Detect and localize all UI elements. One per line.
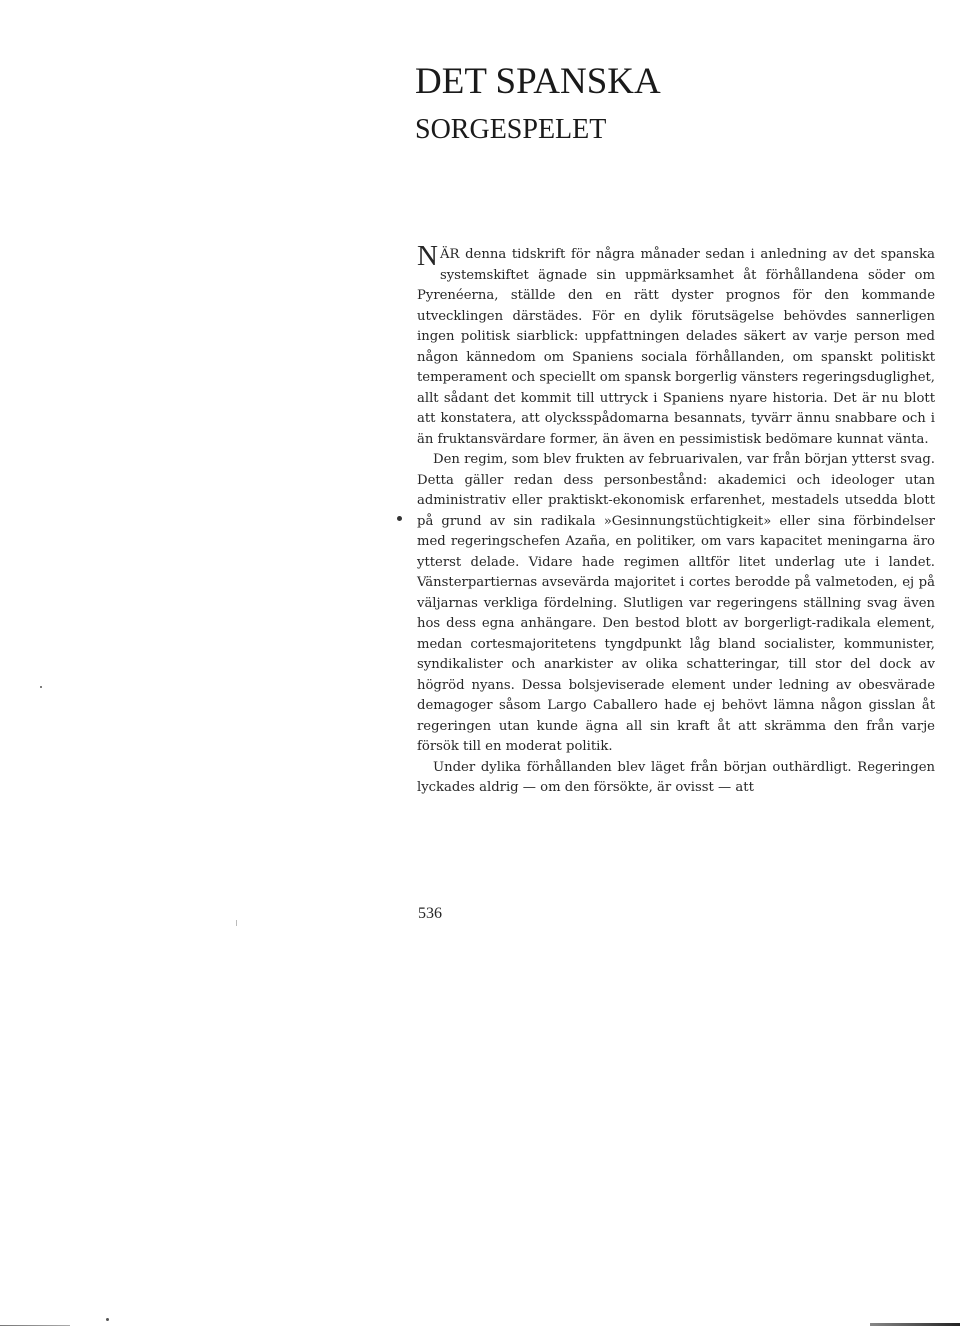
article-title-line-2: SORGESPELET	[415, 114, 607, 145]
article-body	[417, 240, 935, 799]
article-title-line-1: DET SPANSKA	[415, 61, 661, 102]
paragraph-2: Den regim, som blev frukten av februarivalen, var från början ytterst svag. Detta gäller redan dess personbestånd: akademici och ideologer utan administrativ eller praktiskt-ekonomisk erfarenhet, mestadels utsedda blott på grund av sin radikala »Gesinnungstüchtigkeit» eller sina förbindelser med regeringschefen Azaña, en politiker, om vars kapacitet meningarna äro ytterst delade. Vidare hade regimen alltför litet underlag ute i landet. Vänsterpartiernas avsevärda majoritet i cortes berodde på valmetoden, ej på väljarnas verkliga fördelning. Slutligen var regeringens ställning svag även hos dess egna anhängare. Den bestod blott av borgerligt-radikala element, medan cortesmajoritetens tyngdpunkt låg bland socialister, kommunister, syndikalister och anarkister av olika schatteringar, till stor del dock av högröd nyans. Dessa bolsjeviserade element under ledning av obesvärade demagoger såsom Largo Caballero hade ej behövt lämna någon gisslan åt regeringen utan kunde ägna all sin kraft åt att skrämma den från varje försök till en moderat politik.	[417, 452, 935, 754]
page-number: 536	[418, 905, 442, 922]
scan-speck	[40, 686, 42, 688]
first-word-rest: ÄR	[439, 247, 460, 262]
paragraph-1-text: denna tidskrift för några månader sedan i anledning av det spanska systemskiftet ägnade sin uppmärksamhet åt förhållandena söder om Pyrenéerna, ställde den en rätt dyster prognos för den kommande utvecklingen därstädes. För en dylik förutsägelse behövdes sannerligen ingen politisk siarblick: uppfattningen delades säkert av varje person med någon kännedom om Spaniens sociala förhållanden, om spanskt politiskt temperament och speciellt om spansk borgerlig vänsters regeringsduglighet, allt sådant det kommit till uttryck i Spaniens nyare historia. Det är nu blott att konstatera, att olycksspådomarna besannats, tyvärr ännu snabbare och i än fruktansvärdare former, än även en pessimistisk bedömare kunnat vänta.	[417, 247, 935, 447]
scan-speck	[236, 920, 237, 926]
drop-cap: N	[417, 240, 438, 272]
scan-edge-line	[870, 1323, 960, 1326]
scan-edge-line	[0, 1325, 70, 1326]
scan-speck	[106, 1318, 109, 1321]
paragraph-3: Under dylika förhållanden blev läget från början outhärdligt. Regeringen lyckades aldrig — om den försökte, är ovisst — att	[417, 759, 935, 795]
margin-mark	[397, 516, 402, 521]
paragraph-1	[417, 240, 935, 450]
